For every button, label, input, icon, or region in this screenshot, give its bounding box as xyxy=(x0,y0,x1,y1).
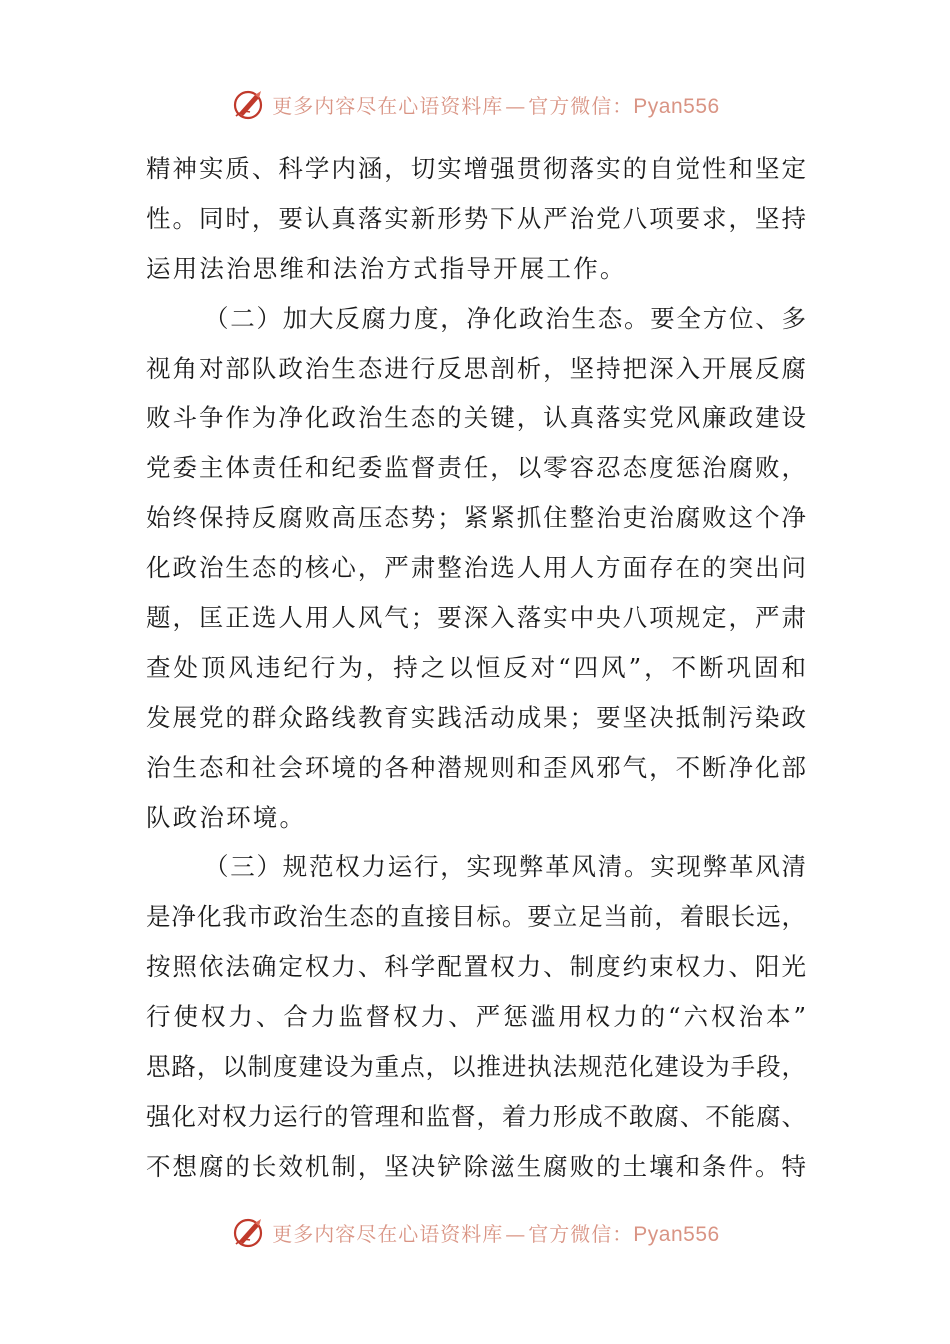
watermark-title: 更多内容尽在心语资料库 xyxy=(272,1221,504,1246)
text-line: 强化对权力运行的管理和监督，着力形成不敢腐、不能腐、 xyxy=(146,1101,806,1131)
text-line: 是净化我市政治生态的直接目标。要立足当前，着眼长远， xyxy=(146,902,806,932)
body-text xyxy=(146,144,806,1192)
footer-watermark xyxy=(0,1212,950,1252)
text-line: 运用法治思维和法治方式指导开展工作。 xyxy=(146,253,627,283)
text-line: 党委主体责任和纪委监督责任，以零容忍态度惩治腐败， xyxy=(146,453,806,483)
watermark-title: 更多内容尽在心语资料库 xyxy=(272,93,504,118)
text-line: 始终保持反腐败高压态势；紧紧抓住整治吏治腐败这个净 xyxy=(146,503,806,533)
watermark-official-label: 官方微信： xyxy=(528,93,634,118)
watermark-separator: — xyxy=(505,93,527,118)
text-line: 败斗争作为净化政治生态的关键，认真落实党风廉政建设 xyxy=(146,403,806,433)
text-line: 化政治生态的核心，严肃整治选人用人方面存在的突出问 xyxy=(146,553,806,583)
watermark-code: Pyan556 xyxy=(633,1222,720,1246)
header-watermark xyxy=(0,84,950,124)
text-line: 视角对部队政治生态进行反思剖析，坚持把深入开展反腐 xyxy=(146,353,806,383)
text-line: 精神实质、科学内涵，切实增强贯彻落实的自觉性和坚定 xyxy=(146,154,806,183)
watermark-official-label: 官方微信： xyxy=(528,1221,634,1246)
text-line: 思路，以制度建设为重点，以推进执法规范化建设为手段， xyxy=(146,1052,806,1082)
watermark-code: Pyan556 xyxy=(633,94,720,118)
text-line: 治生态和社会环境的各种潜规则和歪风邪气，不断净化部 xyxy=(146,752,806,782)
text-line: 队政治环境。 xyxy=(146,802,307,832)
watermark-separator: — xyxy=(505,1221,527,1246)
pen-nib-circle-logo-icon xyxy=(230,1214,266,1250)
text-line: 查处顶风违纪行为，持之以恒反对“四风”，不断巩固和 xyxy=(146,652,806,682)
pen-nib-circle-logo-icon xyxy=(230,86,266,122)
watermark-text xyxy=(272,90,719,119)
text-line: 发展党的群众路线教育实践活动成果；要坚决抵制污染政 xyxy=(146,702,806,732)
text-line: 行使权力、合力监督权力、严惩滥用权力的“六权治本” xyxy=(146,1002,806,1032)
text-line: 不想腐的长效机制，坚决铲除滋生腐败的土壤和条件。特 xyxy=(146,1151,806,1181)
paragraph-heading-line: （三）规范权力运行，实现弊革风清。实现弊革风清 xyxy=(204,852,806,882)
text-line: 题，匡正选人用人风气；要深入落实中央八项规定，严肃 xyxy=(146,603,806,633)
watermark-text xyxy=(272,1218,719,1247)
text-line: 按照依法确定权力、科学配置权力、制度约束权力、阳光 xyxy=(146,952,806,982)
paragraph-heading-line: （二）加大反腐力度，净化政治生态。要全方位、多 xyxy=(204,303,806,333)
text-line: 性。同时，要认真落实新形势下从严治党八项要求，坚持 xyxy=(146,203,806,233)
